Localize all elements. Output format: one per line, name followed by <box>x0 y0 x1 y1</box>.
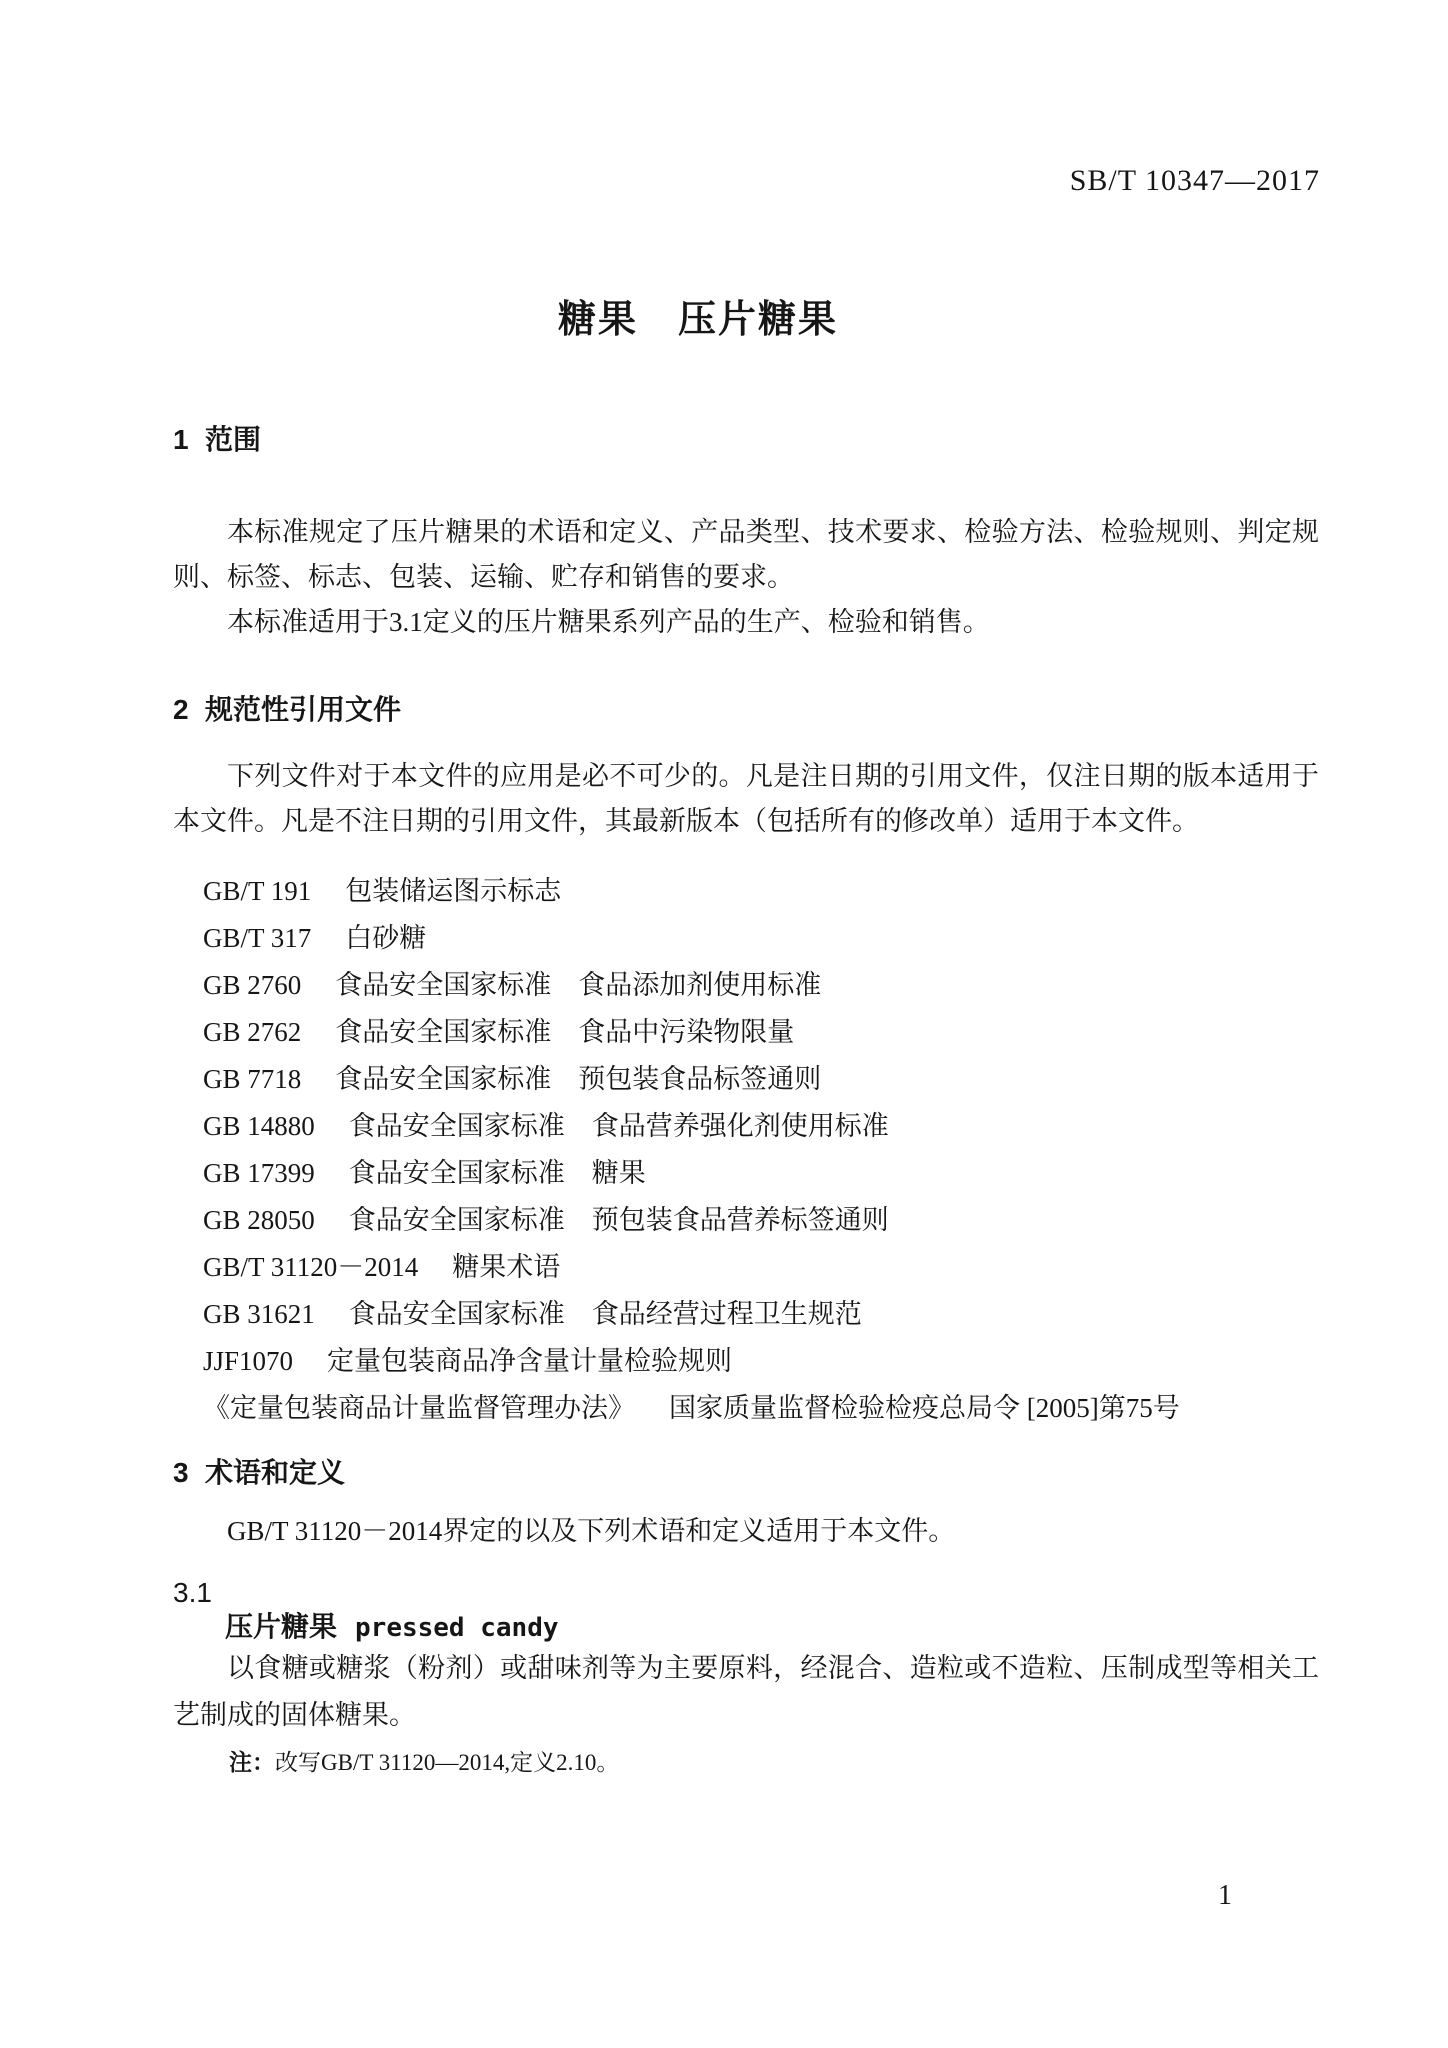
reference-code: GB 28050 <box>203 1205 315 1235</box>
reference-title: 食品安全国家标准 预包装食品标签通则 <box>335 1064 822 1094</box>
reference-item <box>203 1291 1319 1338</box>
reference-code: GB 7718 <box>203 1064 302 1094</box>
section-heading-scope <box>173 417 1319 462</box>
reference-item <box>203 1385 1319 1432</box>
reference-item <box>203 962 1319 1009</box>
references-list <box>173 868 1319 1432</box>
page-number: 1 <box>1218 1880 1232 1911</box>
reference-item <box>203 1338 1319 1385</box>
reference-item <box>203 1150 1319 1197</box>
section-number: 3 <box>173 1457 189 1488</box>
section-number: 1 <box>173 424 189 455</box>
reference-title: 食品安全国家标准 预包装食品营养标签通则 <box>348 1205 889 1235</box>
term-note <box>173 1746 1319 1779</box>
scope-paragraph-2: 本标准适用于3.1定义的压片糖果系列产品的生产、检验和销售。 <box>227 607 990 637</box>
reference-code: GB/T 317 <box>203 923 312 953</box>
document-title: 糖果 压片糖果 <box>557 299 838 341</box>
reference-title: 食品安全国家标准 糖果 <box>348 1158 646 1188</box>
reference-title: 食品安全国家标准 食品中污染物限量 <box>335 1017 795 1047</box>
section-heading-label: 规范性引用文件 <box>205 694 402 725</box>
reference-item <box>203 1056 1319 1103</box>
reference-title: 糖果术语 <box>452 1252 561 1282</box>
reference-title: 食品安全国家标准 食品添加剂使用标准 <box>335 970 822 1000</box>
reference-item <box>203 1244 1319 1291</box>
section-heading-terms <box>173 1450 1319 1495</box>
term-name-en: pressed candy <box>355 1613 559 1643</box>
reference-title: 包装储运图示标志 <box>345 876 562 906</box>
note-text: 改写GB/T 31120—2014,定义2.10。 <box>275 1750 620 1775</box>
reference-code: GB 14880 <box>203 1111 315 1141</box>
terms-intro: GB/T 31120－2014界定的以及下列术语和定义适用于本文件。 <box>227 1516 956 1546</box>
reference-code: GB 2760 <box>203 970 302 1000</box>
term-definition: 以食糖或糖浆（粉剂）或甜味剂等为主要原料，经混合、造粒或不造粒、压制成型等相关工艺制成的固体糖果。 <box>173 1653 1319 1730</box>
term-number: 3.1 <box>173 1577 212 1608</box>
reference-title: 食品安全国家标准 食品经营过程卫生规范 <box>348 1299 862 1329</box>
reference-item <box>203 915 1319 962</box>
standard-code: SB/T 10347—2017 <box>1069 164 1320 197</box>
reference-item <box>203 868 1319 915</box>
scope-paragraph-1: 本标准规定了压片糖果的术语和定义、产品类型、技术要求、检验方法、检验规则、判定规则、标签、标志、包装、运输、贮存和销售的要求。 <box>173 517 1319 592</box>
reference-title: 白砂糖 <box>345 923 427 953</box>
reference-item <box>203 1103 1319 1150</box>
reference-title: 定量包装商品净含量计量检验规则 <box>327 1346 733 1376</box>
reference-title: 国家质量监督检验检疫总局令 [2005]第75号 <box>669 1393 1180 1423</box>
reference-code: GB 31621 <box>203 1299 315 1329</box>
reference-code: GB 17399 <box>203 1158 315 1188</box>
section-heading-label: 术语和定义 <box>205 1457 346 1488</box>
section-heading-references <box>173 687 1319 732</box>
reference-code: GB/T 191 <box>203 876 312 906</box>
reference-item <box>203 1197 1319 1244</box>
section-number: 2 <box>173 694 189 725</box>
content-column <box>173 0 1319 2048</box>
term-name-zh: 压片糖果 <box>225 1611 338 1642</box>
reference-item <box>203 1009 1319 1056</box>
reference-code: GB 2762 <box>203 1017 302 1047</box>
reference-code: GB/T 31120－2014 <box>203 1252 419 1282</box>
reference-code: JJF1070 <box>203 1346 294 1376</box>
references-intro: 下列文件对于本文件的应用是必不可少的。凡是注日期的引用文件，仅注日期的版本适用于本文件。凡是不注日期的引用文件，其最新版本（包括所有的修改单）适用于本文件。 <box>173 761 1319 836</box>
reference-code: 《定量包装商品计量监督管理办法》 <box>203 1393 635 1423</box>
note-label: 注： <box>229 1749 275 1775</box>
reference-title: 食品安全国家标准 食品营养强化剂使用标准 <box>348 1111 889 1141</box>
section-heading-label: 范围 <box>205 424 262 455</box>
